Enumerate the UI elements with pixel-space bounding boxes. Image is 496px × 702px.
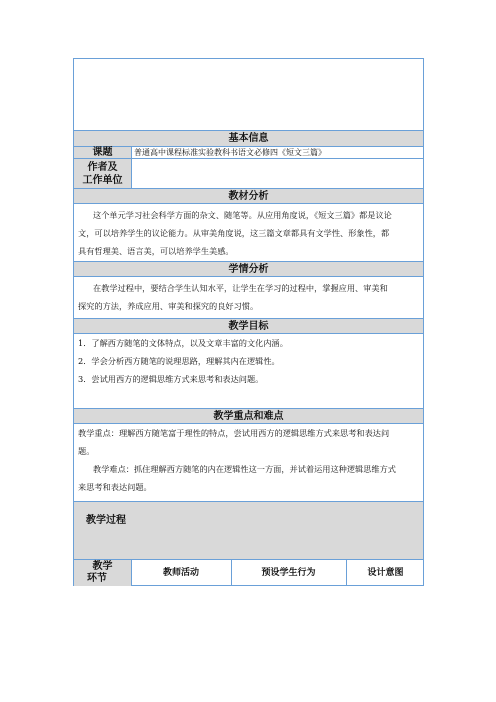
- key-line-3: 教学难点：抓住理解西方随笔的内在逻辑性这一方面，并试着运用这种逻辑思维方式: [93, 464, 396, 474]
- key-header: [74, 408, 423, 423]
- student-header: [74, 261, 423, 276]
- textbook-line-3: 具有哲理美、语言美，可以培养学生美感。: [78, 246, 234, 256]
- course-row: [74, 146, 423, 158]
- author-label-1: 作者及: [87, 162, 118, 173]
- col-stage-line-1: 教学: [92, 561, 113, 572]
- student-line-2: 探究的方法，养成应用、审美和探究的良好习惯。: [78, 301, 259, 311]
- goal-1: 1．了解西方随笔的文体特点，以及文章丰富的文化内涵。: [78, 338, 288, 348]
- key-title: 教学重点和难点: [213, 411, 284, 422]
- lesson-plan-table: [73, 58, 424, 586]
- col-teacher: 教师活动: [162, 568, 199, 578]
- col-stage-line-2: 环节: [87, 573, 107, 584]
- key-line-4: 来思考和表达问题。: [78, 482, 152, 492]
- textbook-line-1: 这个单元学习社会科学方面的杂文、随笔等。从应用角度说，《短文三篇》都是议论: [93, 210, 392, 220]
- textbook-body: [74, 203, 423, 261]
- textbook-line-2: 文，可以培养学生的议论能力。从审美角度说，这三篇文章都具有文学性、形象性，都: [78, 228, 390, 238]
- key-line-1: 教学重点：理解西方随笔富于理性的特点，尝试用西方的逻辑思维方式来思考和表达问: [78, 428, 390, 438]
- goal-2: 2．学会分析西方随笔的说理思路，理解其内在逻辑性。: [78, 356, 280, 366]
- course-label: 课题: [92, 147, 113, 158]
- goals-header: [74, 318, 423, 333]
- goals-title: 教学目标: [228, 321, 269, 332]
- basic-info-header: [74, 130, 423, 146]
- author-label-cell: [74, 159, 131, 188]
- textbook-header: [74, 188, 423, 203]
- textbook-title: 教材分析: [228, 191, 269, 202]
- blank-header-area: [74, 59, 423, 130]
- key-line-2: 题。: [78, 446, 95, 456]
- col-purpose: 设计意图: [367, 568, 404, 578]
- author-row: [74, 158, 423, 188]
- basic-info-title: 基本信息: [228, 133, 269, 144]
- course-value: 普通高中课程标准实验教科书语文必修四《短文三篇》: [134, 148, 326, 157]
- author-label-2: 工作单位: [82, 175, 123, 186]
- goals-body: [74, 333, 423, 408]
- col-student: 预设学生行为: [261, 568, 316, 578]
- student-line-1: 在教学过程中，要结合学生认知水平，让学生在学习的过程中，掌握应用、审美和: [93, 283, 388, 293]
- goal-3: 3．尝试用西方的逻辑思维方式来思考和表达问题。: [78, 374, 264, 384]
- student-title: 学情分析: [228, 264, 269, 275]
- process-header: [74, 501, 423, 559]
- process-columns-row: [74, 559, 423, 586]
- course-label-cell: [74, 147, 131, 158]
- process-title: 教学过程: [86, 515, 126, 526]
- key-body: [74, 423, 423, 501]
- student-body: [74, 276, 423, 318]
- col-stage-cell: [74, 560, 131, 586]
